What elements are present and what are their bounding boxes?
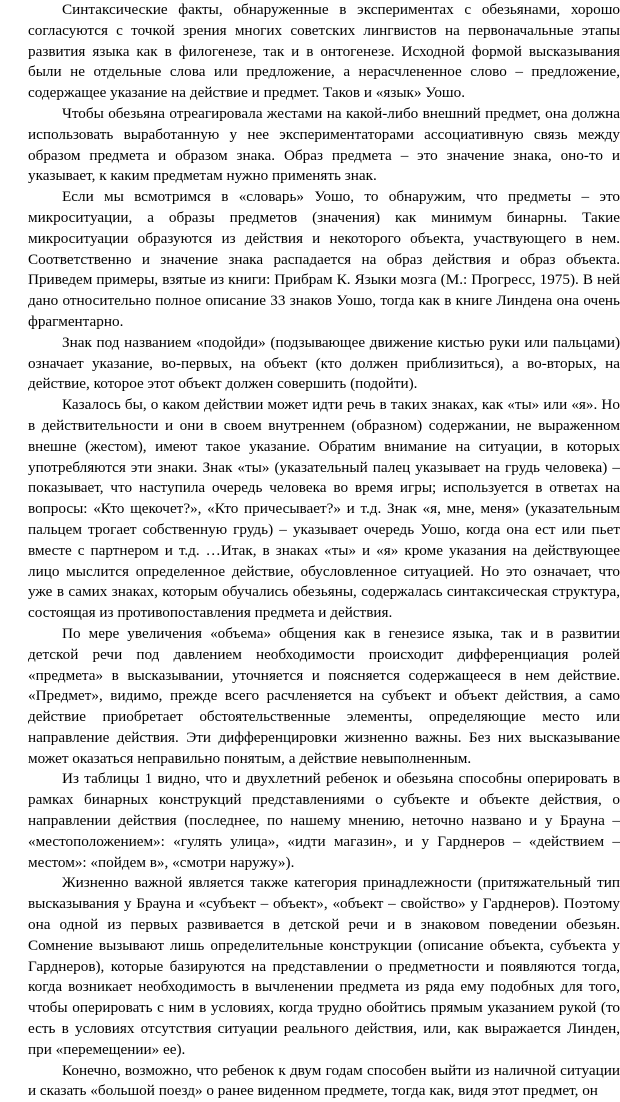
document-page <box>28 0 620 1102</box>
paragraph-6: По мере увеличения «объема» общения как в генезисе языка, так и в развитии детской речи под давлением необходимости происходит дифференциация ролей «предмета» в высказывании, уточняется и поясняется содержащееся в нем действие. «Предмет», видимо, прежде всего расчленяется на субъект и объект действия, а само действие приобретает обстоятельственные элементы, определяющие место или направление действия. Эти дифференцировки жизненно важны. Без них высказывание может оказаться неправильно понятым, а действие невыполненным. <box>28 624 620 767</box>
paragraph-2: Чтобы обезьяна отреагировала жестами на какой-либо внешний предмет, она должна использовать выработанную у нее экспериментаторами ассоциативную связь между образом предмета и образом знака. Образ предмета – это значение знака, оно-то и указывает, к каким предметам нужно применять знак. <box>28 104 620 185</box>
paragraph-3: Если мы всмотримся в «словарь» Уошо, то обнаружим, что предметы – это микроситуации, а образы предметов (значения) как минимум бинарны. Такие микроситуации образуются из действия и некоторого объекта, участвующего в нем. Соответственно и значение знака распадается на образ действия и образ объекта. Приведем примеры, взятые из книги: Прибрам К. Языки мозга (М.: Прогресс, 1975). В ней дано относительно полное описание 33 знаков Уошо, тогда как в книге Линдена она очень фрагментарно. <box>28 188 620 330</box>
paragraph-8: Жизненно важной является также категория принадлежности (притяжательный тип высказывания у Брауна и «субъект – объект», «объект – свойство» у Гарднеров). Поэтому она одной из первых развивается в детской речи и в знаковом поведении обезьян. Сомнение вызывают лишь определительные конструкции (описание объекта, субъекта у Гарднеров), которые базируются на представлении о предметности и появляются тогда, когда возникает необходимость в вычленении предмета из ряда ему подобных для того, чтобы оперировать с ним в условиях, когда трудно обойтись прямым указанием рукой (то есть в условиях отсутствия ситуации реального действия, или, как выражается Линден, при «перемещении» ее). <box>28 874 620 1058</box>
paragraph-9: Конечно, возможно, что ребенок к двум годам способен выйти из наличной ситуации и сказать «большой поезд» о ранее виденном предмете, тогда как, видя этот предмет, он <box>28 1061 620 1100</box>
paragraph-7: Из таблицы 1 видно, что и двухлетний ребенок и обезьяна способны оперировать в рамках бинарных конструкций представлениями о субъекте и объекте действия, о направлении действия (последнее, по нашему мнению, неточно названо и у Брауна – «местоположением»: «гулять улица», «идти магазин», и у Гарднеров – «действием – местом»: «пойдем в», «смотри наружу»). <box>28 770 620 871</box>
paragraph-4: Знак под названием «подойди» (подзывающее движение кистью руки или пальцами) означает указание, во-первых, на объект (кто должен приблизиться), а во-вторых, на действие, которое этот объект должен совершить (подойти). <box>28 333 620 393</box>
paragraph-5: Казалось бы, о каком действии может идти речь в таких знаках, как «ты» или «я». Но в действительности и они в своем внутреннем (образном) содержании, не выраженном внешне (жестом), имеют такое указание. Обратим внимание на ситуации, в которых употребляются эти знаки. Знак «ты» (указательный палец указывает на грудь человека) – показывает, что наступила очередь человека во время игры; используется в ответах на вопросы: «Кто щекочет?», «Кто причесывает?» и т.д. Знак «я, мне, меня» (указательным пальцем трогает собственную грудь) – указывает очередь Уошо, когда она ест или пьет вместе с партнером и т.д. …Итак, в знаках «ты» и «я» кроме указания на действующее лицо мыслится определенное действие, обусловленное ситуацией. Но это означает, что уже в самих знаках, которым обучались обезьяны, содержалась синтаксическая структура, состоящая из противопоставления предмета и действия. <box>28 396 620 622</box>
paragraph-1: Синтаксические факты, обнаруженные в экспериментах с обезьянами, хорошо согласуются с точкой зрения многих советских лингвистов на первоначальные этапы развития языка как в филогенезе, так и в онтогенезе. Исходной формой высказывания были не отдельные слова или предложение, а нерасчлененное слово – предложение, содержащее указание на действие и предмет. Таков и «язык» Уошо. <box>28 1 620 102</box>
